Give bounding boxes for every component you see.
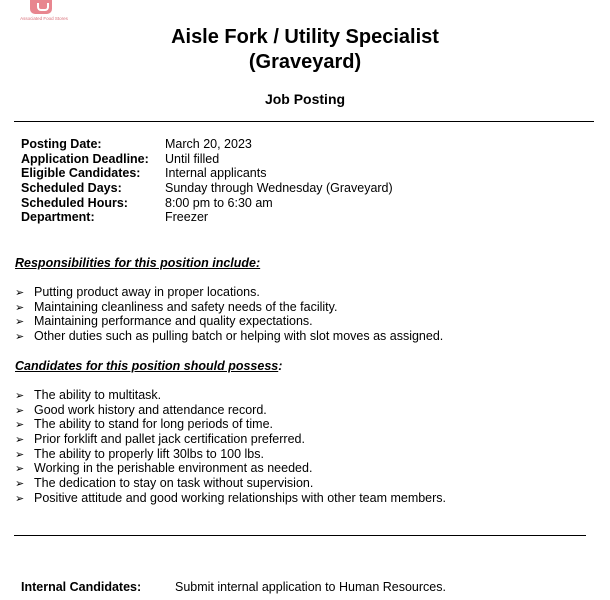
arrow-bullet-icon: ➢ (15, 287, 25, 299)
company-logo (14, 0, 74, 24)
responsibilities-heading-text: Responsibilities for this position include: (15, 256, 261, 270)
list-item-text: The ability to properly lift 30lbs to 100 lbs. (34, 446, 264, 461)
qualifications-heading-text: Candidates for this position should possess (15, 359, 279, 373)
list-item (15, 417, 446, 432)
list-item-text: Putting product away in proper locations. (34, 285, 260, 299)
list-item (15, 300, 443, 315)
detail-value: Sunday through Wednesday (Graveyard) (165, 181, 393, 196)
arrow-bullet-icon: ➢ (15, 331, 25, 344)
detail-value: Internal applicants (165, 166, 267, 181)
qualifications-list (15, 388, 446, 506)
detail-row-application-deadline (21, 152, 393, 167)
job-title-line2: (Graveyard) (248, 51, 362, 73)
list-item-text: The ability to stand for long periods of time. (34, 417, 274, 432)
list-item-text: Good work history and attendance record. (34, 402, 267, 417)
internal-candidates-note (21, 580, 446, 595)
list-item (15, 432, 446, 447)
footer-value: Submit internal application to Human Resources. (175, 580, 446, 594)
list-item (15, 491, 446, 506)
list-item-text: Maintaining cleanliness and safety needs of the facility. (34, 299, 338, 314)
arrow-bullet-icon: ➢ (15, 478, 25, 491)
arrow-bullet-icon: ➢ (15, 492, 25, 505)
arrow-bullet-icon: ➢ (15, 463, 25, 476)
responsibilities-heading (15, 255, 260, 271)
arrow-bullet-icon: ➢ (15, 434, 25, 447)
arrow-bullet-icon: ➢ (15, 390, 25, 402)
list-item-text: Prior forklift and pallet jack certification preferred. (34, 432, 305, 447)
list-item-text: Positive attitude and good working relationships with other team members. (34, 490, 447, 505)
detail-label: Scheduled Hours: (21, 195, 128, 210)
bottom-divider (14, 535, 586, 536)
qualifications-heading-colon: : (278, 359, 283, 373)
detail-row-department (21, 210, 393, 225)
list-item (15, 447, 446, 462)
list-item (15, 403, 446, 418)
list-item (15, 388, 446, 403)
detail-label: Scheduled Days: (21, 181, 122, 196)
detail-value: March 20, 2023 (165, 137, 252, 151)
list-item (15, 476, 446, 491)
list-item (15, 314, 443, 329)
list-item-text: Other duties such as pulling batch or helping with slot moves as assigned. (34, 329, 444, 344)
detail-row-eligible-candidates (21, 166, 393, 181)
detail-label: Eligible Candidates: (21, 166, 141, 181)
posting-details (21, 137, 393, 225)
detail-label: Posting Date: (21, 137, 102, 151)
list-item-text: The dedication to stay on task without supervision. (34, 476, 314, 491)
arrow-bullet-icon: ➢ (15, 404, 25, 417)
list-item (15, 329, 443, 344)
detail-row-scheduled-days (21, 181, 393, 196)
detail-value: Until filled (165, 151, 220, 166)
logo-text: Associated Food Stores (20, 16, 68, 21)
arrow-bullet-icon: ➢ (15, 316, 25, 329)
list-item-text: Maintaining performance and quality expectations. (34, 314, 313, 329)
arrow-bullet-icon: ➢ (15, 419, 25, 432)
list-item-text: Working in the perishable environment as needed. (34, 461, 313, 476)
detail-row-posting-date (21, 137, 393, 152)
detail-value: Freezer (165, 210, 209, 225)
detail-row-scheduled-hours (21, 196, 393, 211)
list-item (15, 461, 446, 476)
responsibilities-list (15, 285, 443, 344)
document-subtitle: Job Posting (264, 91, 346, 107)
logo-mark-icon (30, 0, 52, 14)
detail-value: 8:00 pm to 6:30 am (165, 195, 273, 210)
job-title-line1: Aisle Fork / Utility Specialist (171, 26, 439, 48)
detail-label: Department: (21, 210, 95, 225)
arrow-bullet-icon: ➢ (15, 301, 25, 314)
detail-label: Application Deadline: (21, 151, 149, 166)
list-item-text: The ability to multitask. (34, 388, 162, 402)
arrow-bullet-icon: ➢ (15, 448, 25, 461)
list-item (15, 285, 443, 300)
top-divider (14, 121, 594, 122)
qualifications-heading (15, 358, 282, 374)
footer-label: Internal Candidates: (21, 580, 142, 594)
